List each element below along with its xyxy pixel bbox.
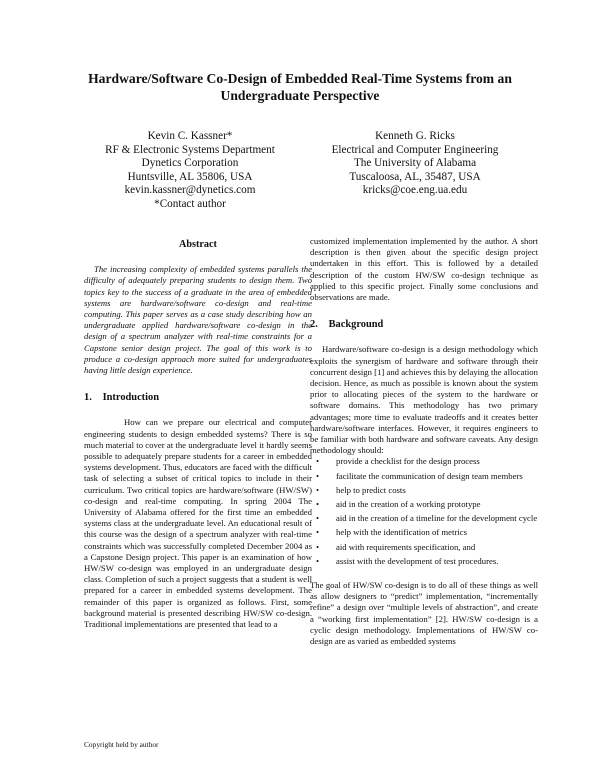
author-block-1 (75, 130, 305, 211)
right-column (310, 236, 538, 647)
author-name: Kevin C. Kassner* (147, 130, 233, 142)
section-heading-introduction (84, 392, 312, 403)
background-paragraph-2: The goal of HW/SW co-design is to do all of these things as well as allow designers to “predict” implementation, “incrementally refine” a design over “multiple levels of abstraction”, and create a “working first implementation” [2]. HW/SW co-design is a cyclic design methodology. Implementations of HW/SW co-design are as varied as embedded systems (310, 580, 538, 647)
bullet-icon: • (316, 541, 320, 552)
section-heading-background (310, 319, 538, 330)
author-dept: RF & Electronic Systems Department (105, 143, 275, 156)
author-address: Huntsville, AL 35806, USA (127, 170, 253, 183)
bullet-icon: • (316, 527, 320, 538)
paper-title: Hardware/Software Co-Design of Embedded Real-Time Systems from an Undergraduate Perspective (88, 71, 512, 103)
design-methodology-list (310, 456, 538, 567)
background-paragraph-1: Hardware/software co-design is a design methodology which exploits the synergism of hardware and software through their concurrent design [1] and achieves this by delaying the allocation decision. Hence, as much as possible is known about the system prior to allocating pieces of the system to the hardware or software domains. This methodology has two primary advantages; more time to evaluate tradeoffs and it creates better hardware/software interfaces. However, it requires engineers to be familiar with both hardware and software caveats. Any design methodology should: (310, 344, 538, 456)
list-item: • aid in the creation of a timeline for the development cycle (316, 513, 538, 524)
list-item: • assist with the development of test procedures. (316, 555, 499, 566)
author-address: Tuscaloosa, AL, 35487, USA (349, 170, 481, 183)
copyright-footer: Copyright held by author (84, 740, 159, 749)
abstract-heading: Abstract (179, 239, 217, 250)
author-block-2 (300, 130, 530, 198)
bullet-icon: • (316, 484, 320, 495)
list-item: • aid in the creation of a working prototype (316, 499, 481, 510)
section-number: 2. (310, 319, 318, 331)
author-email: kricks@coe.eng.ua.edu (362, 184, 468, 196)
left-column (84, 236, 312, 630)
author-org: Dynetics Corporation (141, 157, 239, 169)
section-number: 1. (84, 392, 92, 404)
author-email: kevin.kassner@dynetics.com (124, 184, 256, 196)
bullet-icon: • (316, 499, 320, 510)
contact-note: *Contact author (154, 197, 226, 210)
bullet-icon: • (316, 555, 320, 566)
list-item: • facilitate the communication of design team members (316, 470, 523, 481)
author-org: The University of Alabama (353, 157, 477, 169)
list-item: • provide a checklist for the design process (316, 456, 480, 467)
bullet-icon: • (316, 513, 320, 524)
section-title: Background (328, 319, 384, 331)
list-item: • help with the identification of metrics (316, 527, 467, 538)
abstract-text: The increasing complexity of embedded systems parallels the difficulty of adequately preparing students to design them. Two topics key to the success of a graduate in the area of embedded systems are hardware/software co-design and real-time computing. This paper serves as a case study describing how an undergraduate applied hardware/software co-design in the design of a spectrum analyzer with real-time constraints for a Capstone senior design project. The goal of this work is to produce a co-design approach more suited for undergraduates having little design experience. (84, 264, 312, 376)
bullet-icon: • (316, 456, 320, 467)
intro-paragraph-continued: customized implementation implemented by the author. A short description is then given about the specific design project undertaken in this effort. This is followed by a detailed description of the custom HW/SW co-design technique as applied to this specific project. Finally some conclusions and observations are made. (310, 236, 538, 303)
bullet-icon: • (316, 470, 320, 481)
list-item: • aid with requirements specification, and (316, 541, 476, 552)
list-item: • help to predict costs (316, 484, 406, 495)
author-name: Kenneth G. Ricks (375, 130, 455, 142)
section-title: Introduction (102, 392, 160, 404)
author-dept: Electrical and Computer Engineering (331, 143, 499, 156)
intro-paragraph: How can we prepare our electrical and computer engineering students to design embedded systems? There is so much material to cover at the undergraduate level it hardly seems possible to adequately prepare students for a career in embedded systems development. Thus, educators are faced with the difficult task of selecting a subset of critical topics to include in their curriculum. Two critical topics are hardware/software (HW/SW) co-design and real-time computing. In spring 2004 The University of Alabama offered for the first time an embedded systems class at the undergraduate level. An educational result of this course was the design of a spectrum analyzer with real-time constraints which was successfully completed December 2004 as a Capstone Design project. This paper is an examination of how HW/SW co-design was employed in an undergraduate design class. Completion of such a project suggests that a student is well prepared for a career in embedded systems development. The remainder of this paper is organized as follows. First, some background material is presented describing HW/SW co-design. Traditional implementations are presented that lead to a (84, 417, 312, 630)
